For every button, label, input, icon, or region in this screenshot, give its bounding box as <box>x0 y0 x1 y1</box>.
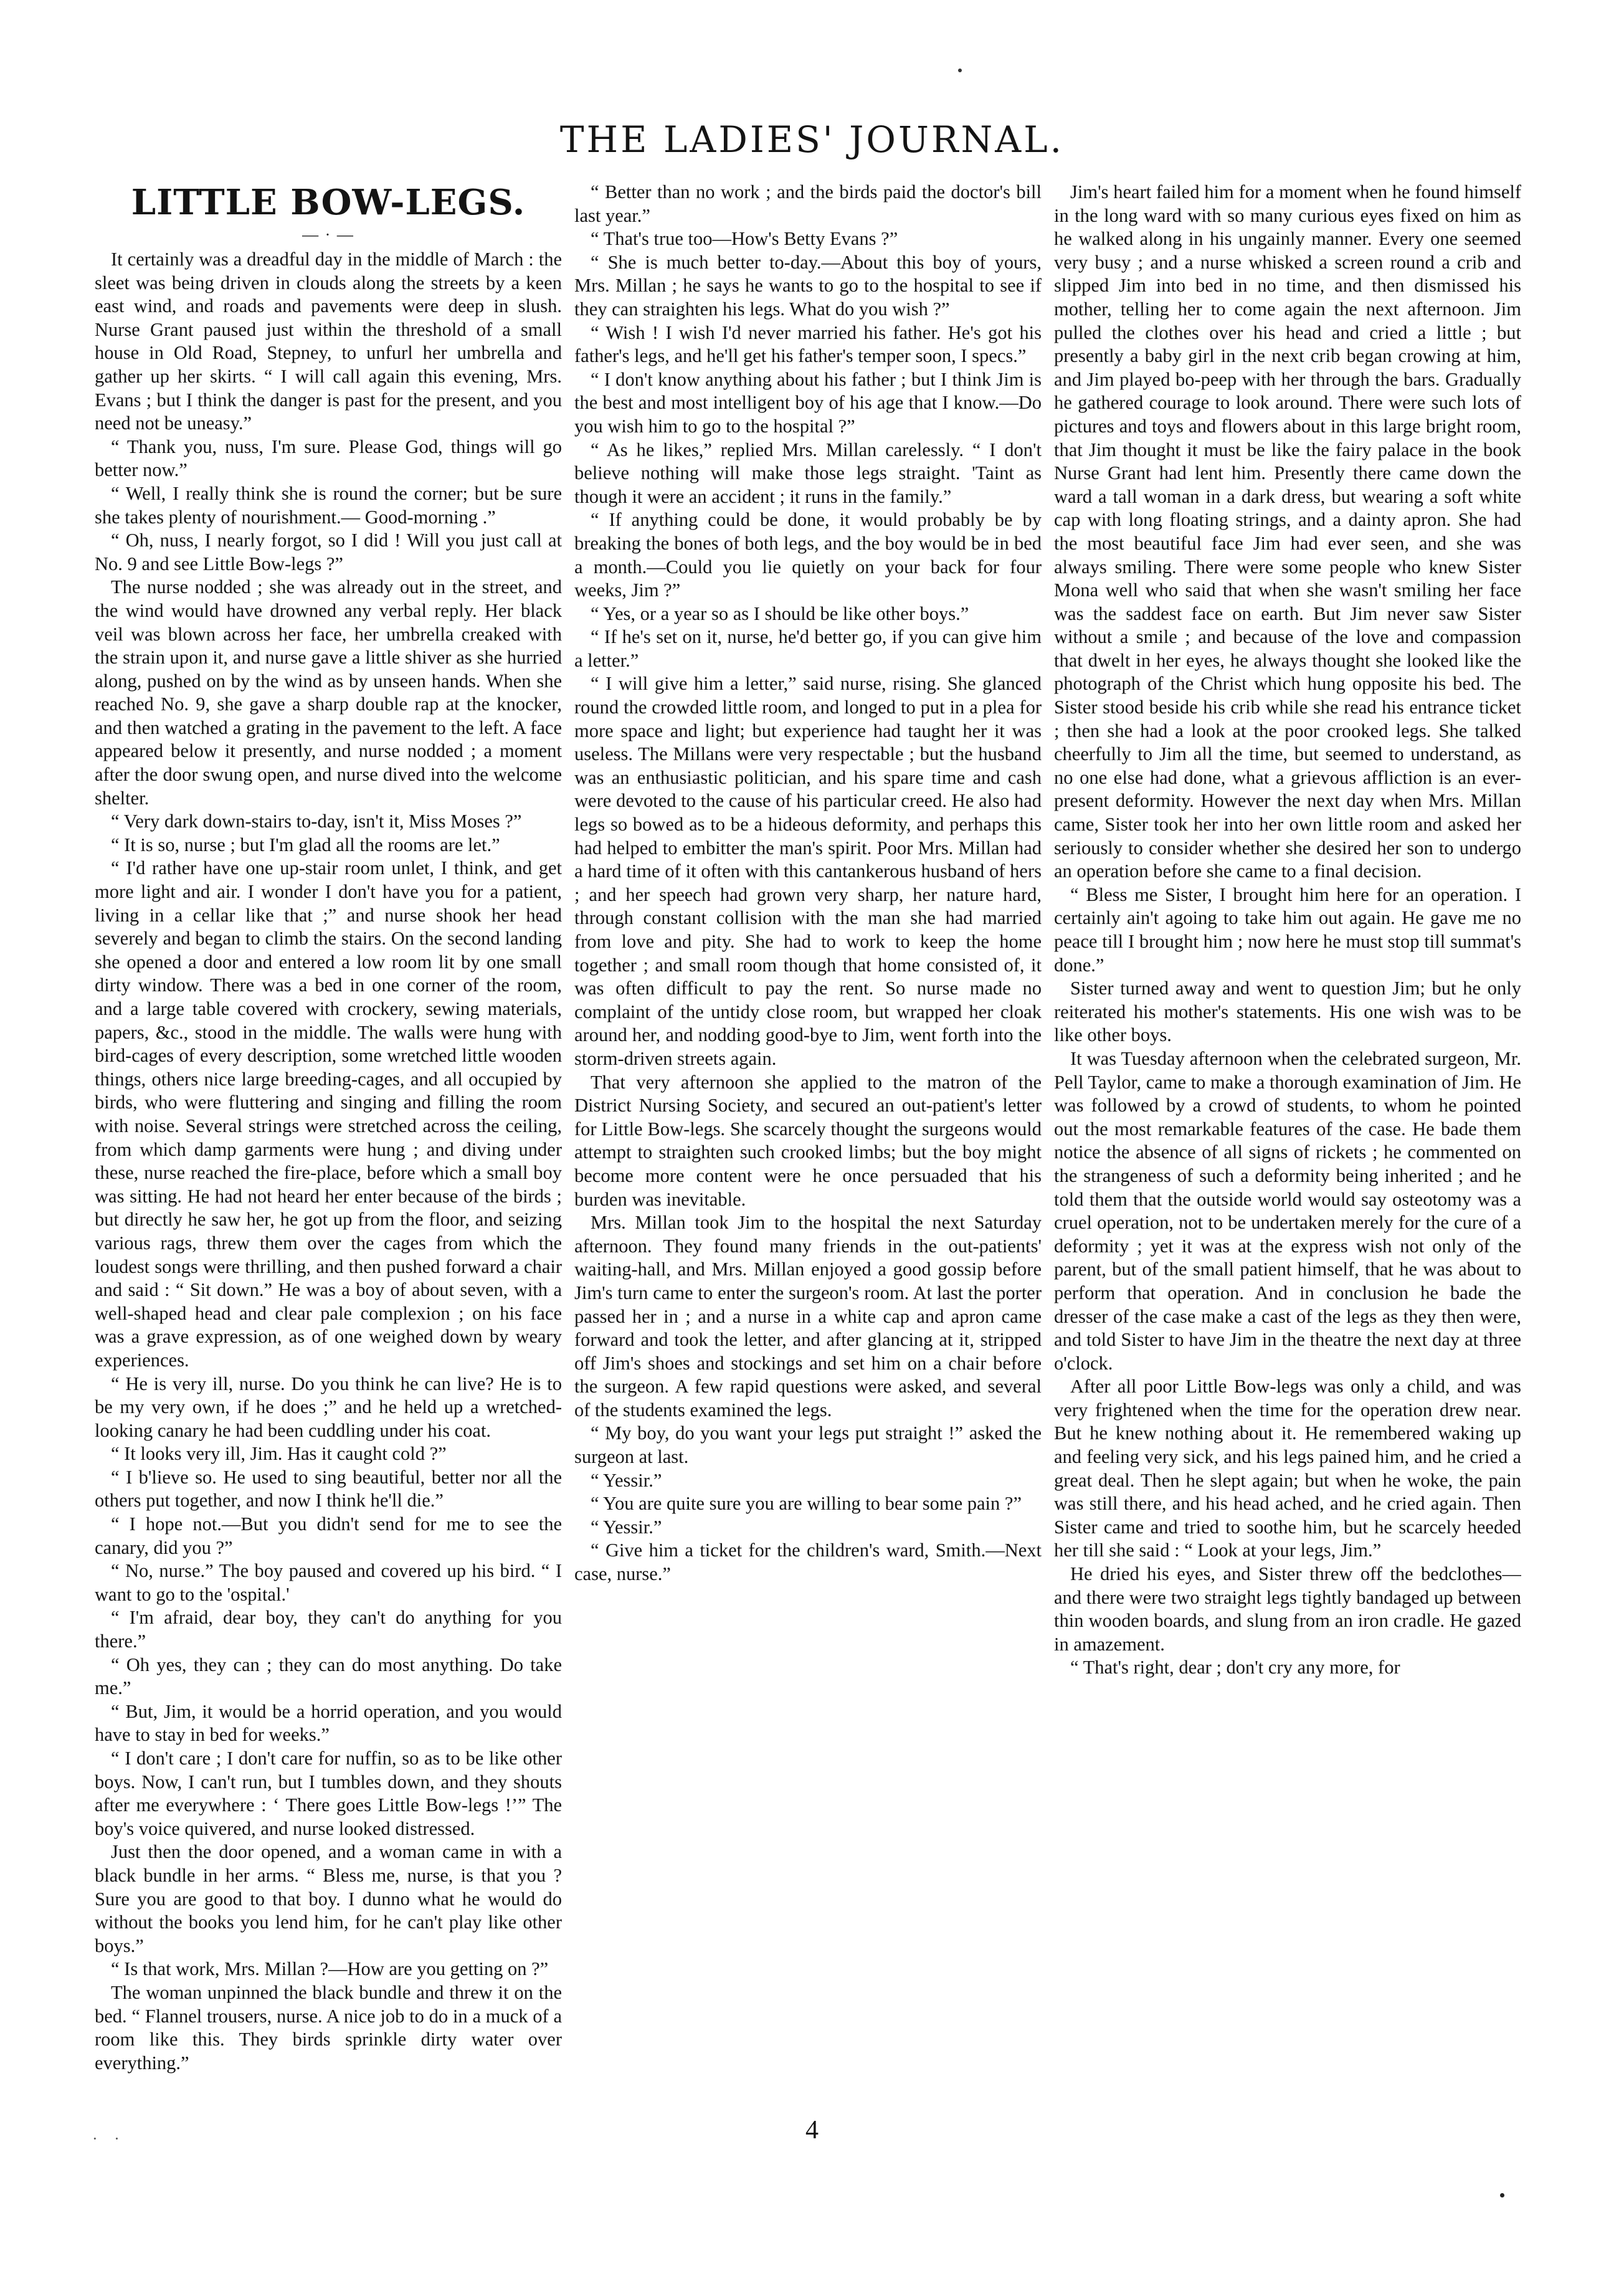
paragraph: “ I don't know anything about his father ; but I think Jim is the best and most intelligent boy of his age that I know.—Do you wish him to go to the hospital ?” <box>574 368 1042 437</box>
paragraph: “ That's true too—How's Betty Evans ?” <box>591 228 898 250</box>
paragraph: “ No, nurse.” The boy paused and covered up his bird. “ I want to go to the 'ospital.' <box>95 1560 562 1605</box>
masthead: THE LADIES' JOURNAL. <box>559 118 1065 161</box>
paragraph: The woman unpinned the black bundle and threw it on the bed. “ Flannel trousers, nurse. A nice job to do in a muck of a room like this. They birds sprinkle dirty water over everything.” <box>95 1981 562 2073</box>
paragraph: “ But, Jim, it would be a horrid operation, and you would have to stay in bed for weeks.” <box>95 1700 562 1746</box>
paragraph: “ My boy, do you want your legs put straight !” asked the surgeon at last. <box>574 1422 1042 1468</box>
paragraph: “ I hope not.—But you didn't send for me to see the canary, did you ?” <box>95 1513 562 1558</box>
paragraph: “ Yessir.” <box>591 1516 662 1538</box>
paragraph: “ If he's set on it, nurse, he'd better go, if you can give him a letter.” <box>574 626 1042 671</box>
paragraph: “ Yessir.” <box>591 1469 662 1491</box>
paragraph: After all poor Little Bow-legs was only a child, and was very frightened when the time for the operation drew near. But he knew nothing about it. He remembered waking up and feeling very sick, and his legs pained him, and he cried a great deal. Then he slept again; but when he woke, the pain was still there, and his head ached, and he cried again. Then Sister came and tried to soothe him, but he scarcely heeded her till she said : “ Look at your legs, Jim.” <box>1054 1376 1521 1561</box>
paragraph: “ Well, I really think she is round the corner; but be sure she takes plenty of nourishment.— Good-morning .” <box>95 482 562 528</box>
paragraph: Jim's heart failed him for a moment when he found himself in the long ward with so many curious eyes fixed on him as he walked along in his ungainly manner. Every one seemed very busy ; and a nurse whisked a screen round a crib and slipped Jim into bed in no time, and then dismissed his mother, telling her to come again the next afternoon. Jim pulled the clothes over his head and cried a little ; but presently a baby girl in the next crib began crowing at him, and Jim played bo-peep with her through the bars. Gradually he gathered courage to look around. There were such lots of pictures and toys and flowers about in this large bright room, that Jim thought it must be like the fairy palace in the book Nurse Grant had lent him. Presently there came down the ward a tall woman in a dark dress, but wearing a soft white cap with long floating strings, and a dainty apron. She had the most beautiful face Jim had ever seen, and she was always smiling. There were some people who knew Sister Mona well who said that when she wasn't smiling her face was the saddest face on earth. But Jim never saw Sister without a smile ; and because of the love and compassion that dwelt in her eyes, he always thought she looked like the photograph of the Christ which hung opposite his bed. The Sister stood beside his crib while she read his entrance ticket ; then she had a look at the poor crooked legs. She talked cheerfully to Jim all the time, but seemed to understand, as no one else had done, what a grievous affliction is an ever-present deformity. However the next day when Mrs. Millan came, Sister took her into her own little room and asked her seriously to consider whether she desired her son to undergo an operation before she came to a final decision. <box>1054 181 1521 882</box>
paragraph: That very afternoon she applied to the matron of the District Nursing Society, and secured an out-patient's letter for Little Bow-legs. She scarcely thought the surgeons would attempt to straighten such crooked limbs; but the boy might become more content were he once persuaded that his burden was inevitable. <box>574 1071 1042 1210</box>
paragraph: “ He is very ill, nurse. Do you think he can live? He is to be my very own, if he does ;” and he held up a wretched-looking canary he had been cuddling under his coat. <box>95 1373 562 1441</box>
column-1 <box>95 181 562 2106</box>
paragraph: Just then the door opened, and a woman came in with a black bundle in her arms. “ Bless me, nurse, is that you ? Sure you are good to that boy. I dunno what he would do without the books you lend him, for he can't play like other boys.” <box>95 1841 562 1956</box>
print-marks: · · <box>92 2130 126 2148</box>
paragraph: It was Tuesday afternoon when the celebrated surgeon, Mr. Pell Taylor, came to make a thorough examination of Jim. He was followed by a crowd of students, to whom he pointed out the most remarkable features of the case. He bade them notice the absence of all signs of rickets ; he commented on the strangeness of such a deformity being inherited ; and he told them that the outside world would say osteotomy was a cruel operation, not to be undertaken merely for the cure of a deformity ; yet it was at the express wish not only of the parent, but of the small patient himself, that he was about to perform that operation. And in conclusion he bade the dresser of the case make a cast of the legs as they then were, and told Sister to have Jim in the theatre the next day at three o'clock. <box>1054 1047 1521 1374</box>
column-3 <box>1054 181 1521 2106</box>
paragraph: “ Very dark down-stairs to-day, isn't it, Miss Moses ?” <box>111 811 522 832</box>
print-speck <box>958 69 962 72</box>
paragraph: “ If anything could be done, it would probably be by breaking the bones of both legs, and the boy would be in bed a month.—Could you lie quietly on your back for four weeks, Jim ?” <box>574 509 1042 601</box>
paragraph: “ Bless me Sister, I brought him here for an operation. I certainly ain't agoing to take him out again. He gave me no peace till I brought him ; now here he must stop till summat's done.” <box>1054 883 1521 976</box>
paragraph: The nurse nodded ; she was already out in the street, and the wind would have drowned any verbal reply. Her black veil was blown across her face, her umbrella creaked with the strain upon it, and nurse gave a little shiver as she hurried along, pushed on by the wind as by unseen hands. When she reached No. 9, she gave a sharp double rap at the knocker, and then watched a grating in the pavement to the left. A face appeared below it presently, and nurse nodded ; a moment after the door swung open, and nurse dived into the welcome shelter. <box>95 576 562 809</box>
paragraph: “ That's right, dear ; don't cry any more, for <box>1070 1657 1400 1678</box>
paragraph: “ Yes, or a year so as I should be like other boys.” <box>591 602 969 624</box>
paragraph: “ I b'lieve so. He used to sing beautiful, better nor all the others put together, and now I think he'll die.” <box>95 1466 562 1512</box>
paragraph: It certainly was a dreadful day in the middle of March : the sleet was being driven in clouds along the streets by a keen east wind, and roads and pavements were deep in slush. Nurse Grant paused just within the threshold of a small house in Old Road, Stepney, to unfurl her umbrella and gather up her skirts. “ I will call again this evening, Mrs. Evans ; but I think the danger is past for the present, and you need not be uneasy.” <box>95 249 562 434</box>
paragraph: “ I'd rather have one up-stair room unlet, I think, and get more light and air. I wonder I don't have you for a patient, living in a cellar like that ;” and nurse shook her head severely and began to climb the stairs. On the second landing she opened a door and entered a low room lit by one small dirty window. There was a bed in one corner of the room, and a large table covered with crockery, sewing materials, papers, &c., stood in the middle. The walls were hung with bird-cages of every description, some wretched little wooden things, others nice large breeding-cages, and all occupied by birds, who were fluttering and singing and filling the room with noise. Several strings were stretched across the ceiling, from which damp garments were hung ; and diving under these, nurse reached the fire-place, before which a small boy was sitting. He had not heard her enter because of the birds ; but directly he saw her, he got up from the floor, and seizing various rags, threw them over the cages from which the loudest songs were thrilling, and then pushed forward a chair and said : “ Sit down.” He was a boy of about seven, with a well-shaped head and clear pale complexion ; on his face was a grave expression, as of one weighed down by weary experiences. <box>95 857 562 1371</box>
print-speck <box>1500 2193 1504 2197</box>
paragraph: “ Give him a ticket for the children's ward, Smith.—Next case, nurse.” <box>574 1540 1042 1585</box>
paragraph: “ It looks very ill, Jim. Has it caught cold ?” <box>111 1443 447 1465</box>
paragraph: “ Wish ! I wish I'd never married his father. He's got his father's legs, and he'll get his father's temper soon, I specs.” <box>574 321 1042 367</box>
paragraph: “ Is that work, Mrs. Millan ?—How are you getting on ?” <box>111 1958 549 1980</box>
paragraph: Mrs. Millan took Jim to the hospital the next Saturday afternoon. They found many friends in the out-patients' waiting-hall, and Mrs. Millan enjoyed a good gossip before Jim's turn came to enter the surgeon's room. At last the porter passed her in ; and a nurse in a white cap and apron came forward and took the letter, and after glancing at it, stripped off Jim's shoes and stockings and set him on a chair before the surgeon. A few rapid questions were asked, and several of the students examined the legs. <box>574 1212 1042 1421</box>
paragraph: “ I will give him a letter,” said nurse, rising. She glanced round the crowded little room, and longed to put in a plea for more space and light; but experience had taught her it was useless. The Millans were very respectable ; but the husband was an enthusiastic politician, and his spare time and cash were devoted to the cause of his particular creed. He also had legs so bowed as to be a hideous deformity, and perhaps this had helped to embitter the man's spirit. Poor Mrs. Millan had a hard time of it often with this cantankerous husband of hers ; and her speech had grown very sharp, her nature hard, through constant collision with the man she had married from love and pity. She had to work to keep the home together ; and small room though that home consisted of, it was often difficult to pay the rent. So nurse made no complaint of the untidy close room, but wrapped her cloak around her, and nodding good-bye to Jim, went forth into the storm-driven streets again. <box>574 673 1042 1069</box>
title-ornament: — · — <box>302 226 354 244</box>
paragraph: “ It is so, nurse ; but I'm glad all the rooms are let.” <box>111 834 500 855</box>
paragraph: “ Oh, nuss, I nearly forgot, so I did ! Will you just call at No. 9 and see Little Bow-legs ?” <box>95 530 562 574</box>
page-number: 4 <box>805 2116 819 2145</box>
article-title: LITTLE BOW-LEGS. <box>131 182 526 223</box>
paragraph: “ Oh yes, they can ; they can do most anything. Do take me.” <box>95 1654 562 1699</box>
column-2 <box>574 181 1042 2106</box>
paragraph: He dried his eyes, and Sister threw off the bedclothes—and there were two straight legs tightly bandaged up between thin wooden boards, and slung from an iron cradle. He gazed in amazement. <box>1054 1563 1521 1655</box>
paragraph: “ She is much better to-day.—About this boy of yours, Mrs. Millan ; he says he wants to go to the hospital to see if they can straighten his legs. What do you wish ?” <box>574 251 1042 320</box>
paragraph: “ I don't care ; I don't care for nuffin, so as to be like other boys. Now, I can't run, but I tumbles down, and they shouts after me everywhere : ‘ There goes Little Bow-legs !’” The boy's voice quivered, and nurse looked distressed. <box>95 1748 562 1839</box>
paragraph: “ Better than no work ; and the birds paid the doctor's bill last year.” <box>574 181 1042 226</box>
paragraph: “ Thank you, nuss, I'm sure. Please God, things will go better now.” <box>95 436 562 481</box>
paragraph: Sister turned away and went to question Jim; but he only reiterated his mother's statements. His one wish was to be like other boys. <box>1054 978 1521 1046</box>
paragraph: “ As he likes,” replied Mrs. Millan carelessly. “ I don't believe nothing will make those legs straight. 'Taint as though it were an accident ; it runs in the family.” <box>574 439 1042 507</box>
paragraph: “ I'm afraid, dear boy, they can't do anything for you there.” <box>95 1607 562 1652</box>
paragraph: “ You are quite sure you are willing to bear some pain ?” <box>591 1493 1022 1515</box>
